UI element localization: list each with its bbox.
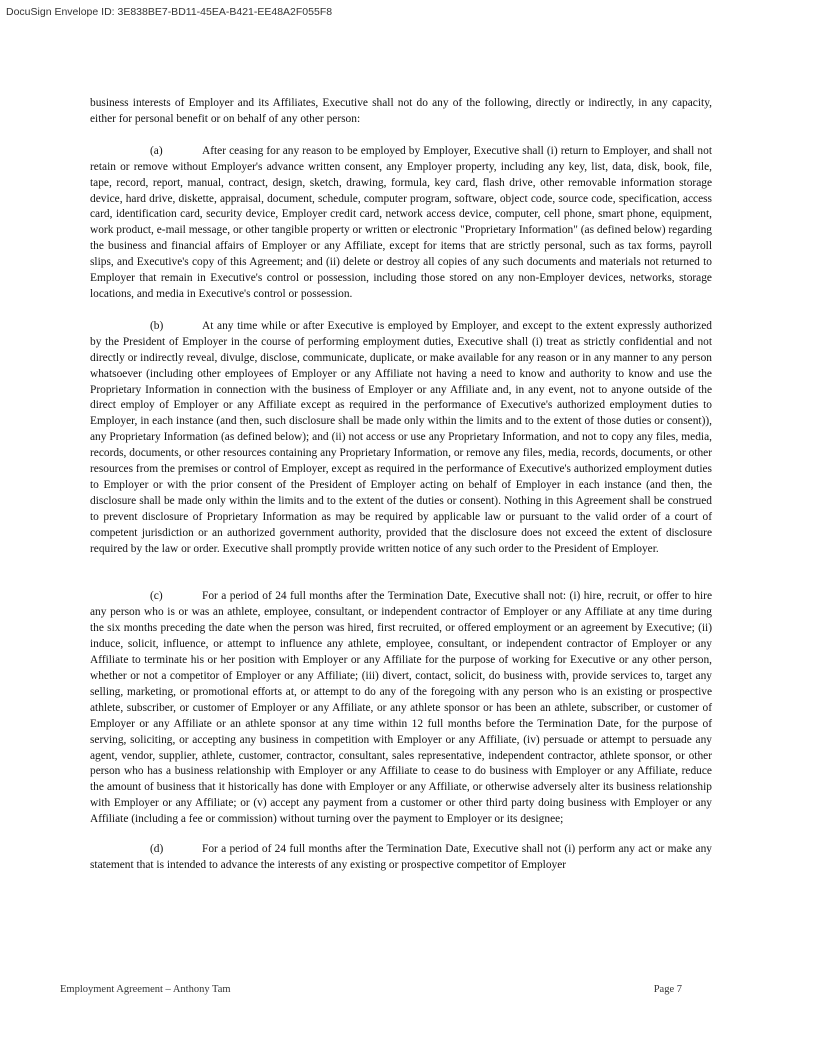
footer-document-title: Employment Agreement – Anthony Tam: [60, 984, 231, 995]
paragraph-b-label: (b): [150, 319, 164, 332]
paragraph-c-text: For a period of 24 full months after the Termination Date, Executive shall not: (i) hire, recruit, or offer to hire any person who is or was an athlete, employee, consultant, or independent contractor of Employer or any Affiliate at any time during the six months preceding the date when the person was hired, first recruited, or offered employment or an agreement by Executive; (ii) induce, solicit, influence, or attempt to influence any athlete, employee, consultant, or independent contractor of Employer or any Affiliate to terminate his or her position with Employer or any Affiliate for the purpose of working for Executive or any other person, whether or not a competitor of Employer or any Affiliate; (iii) divert, contact, solicit, do business with, provide services to, target any selling, marketing, or promotional efforts at, or attempt to do any of the foregoing with any person who is an existing or prospective athlete, subscriber, or customer of Employer or any Affiliate, or any athlete sponsor or has been an athlete, subscriber, or customer of Employer or any Affiliate or an athlete sponsor at any time within 12 full months before the Termination Date, for the purpose of serving, soliciting, or accepting any business in competition with Employer or any Affiliate, (iv) persuade or attempt to persuade any agent, vendor, supplier, athlete, customer, contractor, consultant, sales representative, independent contractor, athlete sponsor, or other person who has a business relationship with Employer or any Affiliate to cease to do business with Employer or any Affiliate, reduce the amount of business that it historically has done with Employer or any Affiliate, or otherwise adversely alter its business relationship with Employer or any Affiliate; or (v) accept any payment from a customer or other third party doing business with Employer or any Affiliate (including a fee or commission) without turning over the payment to Employer or its designee;: [90, 590, 712, 826]
paragraph-c: [90, 589, 712, 828]
paragraph-a: [90, 144, 712, 303]
document-body: [90, 96, 712, 874]
paragraph-d-text: For a period of 24 full months after the Termination Date, Executive shall not (i) perform any act or make any statement that is intended to advance the interests of any existing or prospective competitor of Employer: [90, 843, 712, 871]
footer-page-number: Page 7: [653, 984, 682, 995]
paragraph-a-text: After ceasing for any reason to be employed by Employer, Executive shall (i) return to Employer, and shall not retain or remove without Employer's advance written consent, any Employer property, including any key, list, data, disk, book, file, tape, record, report, manual, contract, design, sketch, drawing, formula, key card, flash drive, other removable information storage device, hard drive, diskette, appraisal, document, schedule, computer program, software, object code, source code, specification, access card, identification card, security device, Employer credit card, network access device, computer, cell phone, smart phone, equipment, work product, e-mail message, or other tangible property or written or electronic "Proprietary Information" (as defined below) regarding the business and financial affairs of Employer or any Affiliate, except for items that are strictly personal, such as tax forms, payroll slips, and Executive's copy of this Agreement; and (ii) delete or destroy all copies of any such documents and materials not returned to Employer that remain in Executive's control or possession, including those stored on any non-Employer devices, networks, storage locations, and media in Executive's control or possession.: [90, 144, 712, 300]
docusign-envelope-id: DocuSign Envelope ID: 3E838BE7-BD11-45EA-B421-EE48A2F055F8: [6, 6, 333, 18]
paragraph-b: [90, 319, 712, 558]
paragraph-c-label: (c): [150, 590, 163, 603]
intro-paragraph: business interests of Employer and its Affiliates, Executive shall not do any of the following, directly or indirectly, in any capacity, either for personal benefit or on behalf of any other person:: [90, 97, 712, 125]
paragraph-d-label: (d): [150, 843, 164, 856]
paragraph-d: [90, 842, 712, 874]
paragraph-b-text: At any time while or after Executive is employed by Employer, and except to the extent expressly authorized by the President of Employer in the course of performing employment duties, Executive shall (i) treat as strictly confidential and not directly or indirectly reveal, divulge, disclose, communicate, duplicate, or make available for any reason or in any manner to any person whatsoever (including other employees of Employer or any Affiliate not having a need to know and authority to know and use the Proprietary Information in connection with the business of Employer or any Affiliate and, in any event, not to anyone outside of the direct employ of Employer or any Affiliate except as required in the performance of Executive's authorized employment duties to Employer, in each instance (and then, such disclosure shall be made only within the limits and to the extent of those duties or consent)), any Proprietary Information (as defined below); and (ii) not access or use any Proprietary Information, and not to copy any files, media, records, documents, or other resources containing any Proprietary Information, or remove any files, media, records, documents, or other resources from the premises or control of Employer, except as required in the performance of Executive's authorized employment duties to Employer or with the prior consent of the President of Employer acting on behalf of Employer in each instance (and then, the disclosure shall be made only within the limits and to the extent of the duties or consent). Nothing in this Agreement shall be construed to prevent disclosure of Proprietary Information as may be required by applicable law or pursuant to the valid order of a court of competent jurisdiction or an authorized government authority, provided that the disclosure does not exceed the extent of disclosure required by the law or order. Executive shall promptly provide written notice of any such order to the President of Employer.: [90, 319, 712, 555]
paragraph-a-label: (a): [150, 144, 163, 157]
